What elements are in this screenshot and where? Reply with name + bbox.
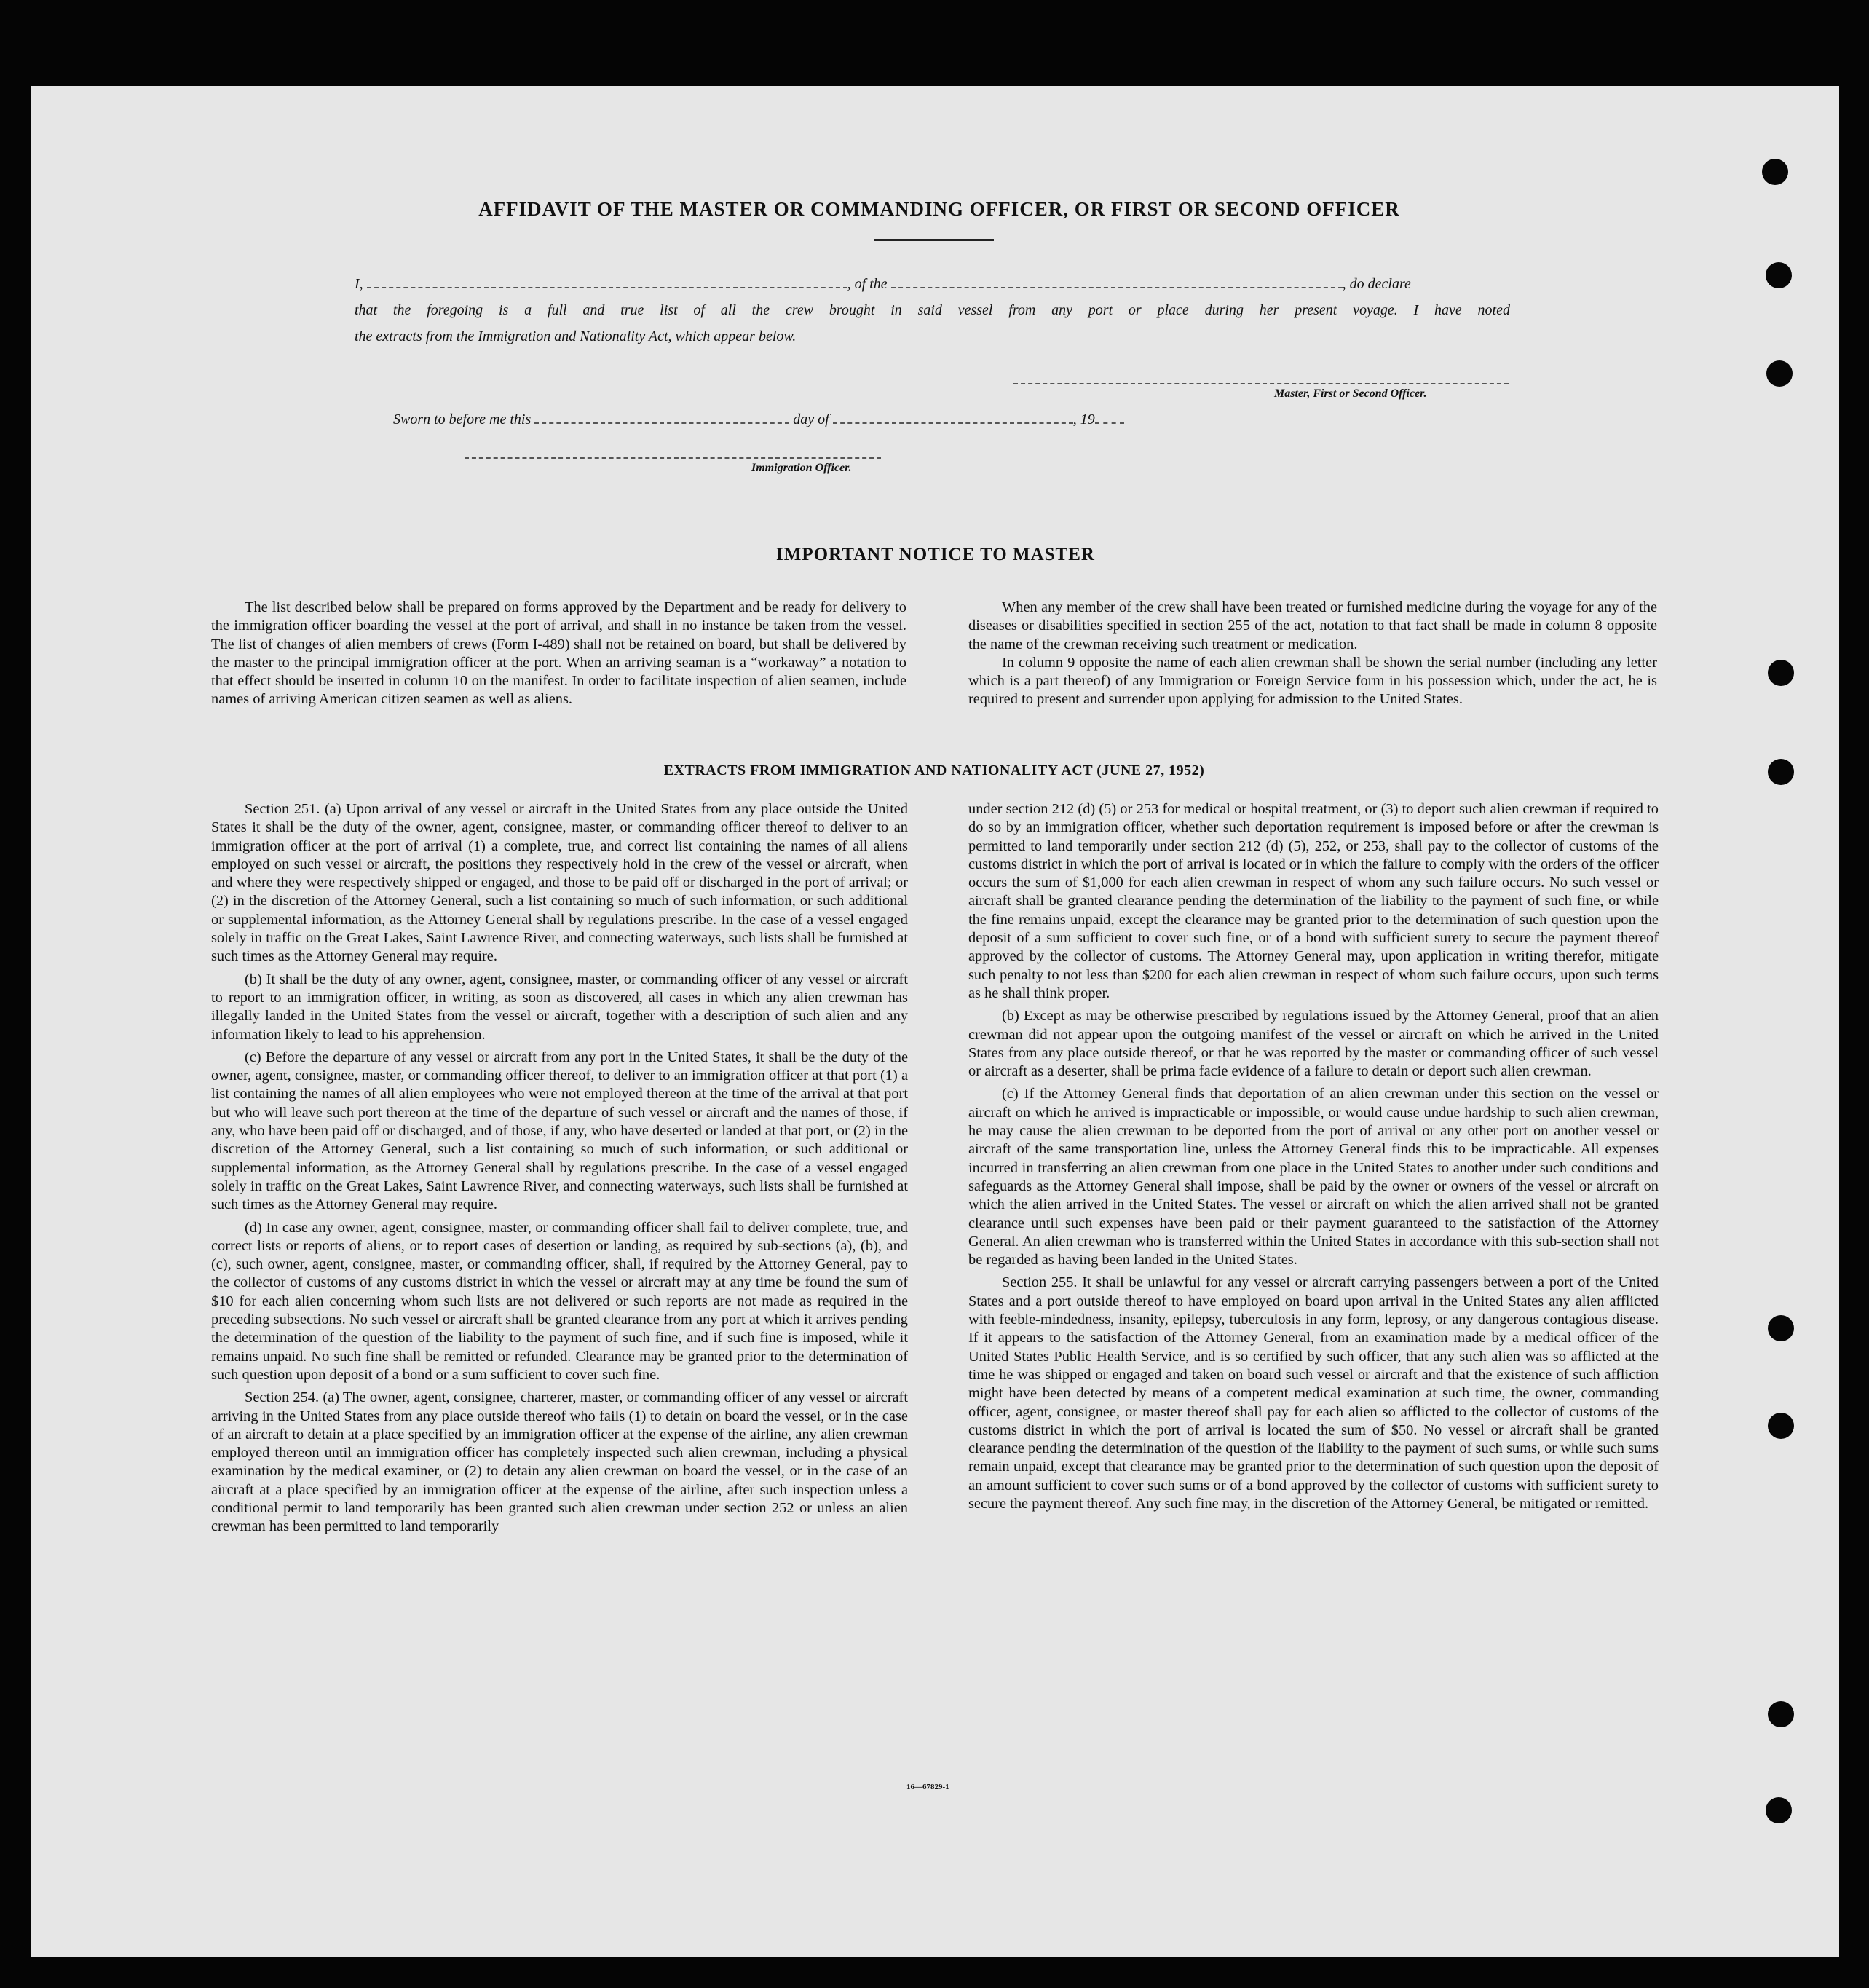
section-paragraph: Section 255. It shall be unlawful for any vessel or aircraft carrying passengers between a port of the United States and a port outside thereof to have employed on board upon arrival in the United States any alien afflicted with feeble-mindedness, insanity, epilepsy, tuberculosis in any form, leprosy, or any dangerous contagious disease. If it appears to the satisfaction of the Attorney General, from an examination made by a medical officer of the United States Public Health Service, and is so certified by such officer, that any such alien was so afflicted at the time he was shipped or engaged and taken on board such vessel or aircraft and that the existence of such affliction might have been detected by means of a competent medical examination at such time, the owner, commanding officer, agent, consignee, or master thereof shall pay for each alien so afflicted to the collector of customs of the customs district in which the port of arrival is located the sum of $50. No vessel or aircraft shall be granted clearance pending the determination of the question of the liability to the payment of such sums, or while such sums remain unpaid, except that clearance may be granted prior to the determination of such question upon the deposit of an amount sufficient to cover such sums or of a bond approved by the collector of customs with sufficient surety to secure the payment thereof. Any such fine may, in the discretion of the Attorney General, be mitigated or remitted. [968, 1274, 1659, 1512]
sworn-day-of: day of [793, 411, 829, 427]
section-paragraph: (c) Before the departure of any vessel or aircraft from any port in the United States, it shall be the duty of the owner, agent, consignee, master, or commanding officer thereof, to deliver to an immigration officer at that port (1) a list containing the names of all alien employees who were not employed thereon at the time of the arrival at that port but who will leave such port thereon at the time of the departure of such vessel or aircraft and the names of those, if any, who have been paid off or discharged, and of those, if any, who have deserted or landed at that port, or (2) in the discretion of the Attorney General, such a list containing so much of such information, or such additional or supplemental information, as the Attorney General shall by regulations prescribe. In the case of a vessel engaged solely in traffic on the Great Lakes, Saint Lawrence River, and connecting waterways, such lists shall be furnished at such times as the Attorney General may require. [211, 1049, 908, 1213]
name-field[interactable] [367, 274, 847, 288]
punch-hole [1768, 1701, 1794, 1727]
decl-line-2: that the foregoing is a full and true list of all the crew brought in said vessel from any port or place during her present voyage. I have noted [355, 302, 1510, 318]
officer-signature-label: Immigration Officer. [751, 462, 852, 474]
section-paragraph: (c) If the Attorney General finds that deportation of an alien crewman under this section on the vessel or aircraft on which he arrived is impracticable or impossible, or would cause undue hardship to such alien crewman, he may cause the alien crewman to be deported from the port of arrival or any other port on another vessel or aircraft of the same transportation line, unless the Attorney General finds this to be impracticable. All expenses incurred in transferring an alien crewman from one place in the United States to another under such conditions and safeguards as the Attorney General shall impose, shall be paid by the owner or owners of the vessel or aircraft on which the alien arrived in the United States. The vessel or aircraft on which the alien arrived shall not be granted clearance until such expenses have been paid or their payment guaranteed to the satisfaction of the Attorney General. An alien crewman who is transferred within the United States in accordance with this sub-section shall not be regarded as having been landed in the United States. [968, 1086, 1659, 1269]
punch-hole [1766, 1797, 1792, 1823]
section-paragraph: Section 251. (a) Upon arrival of any vessel or aircraft in the United States from any place outside the United States it shall be the duty of the owner, agent, consignee, master, or commanding officer thereof to deliver to an immigration officer at the port of arrival (1) a complete, true, and correct list containing the names of all aliens employed on such vessel or aircraft, the positions they respectively hold in the crew of the vessel or aircraft, when and where they were respectively shipped or engaged, and those to be paid off or discharged in the port of arrival; or (2) in the discretion of the Attorney General, such a list containing so much of such information, or such additional or supplemental information, as the Attorney General shall by regulations prescribe. In the case of a vessel engaged solely in traffic on the Great Lakes, Saint Lawrence River, and connecting waterways, such lists shall be furnished at such times as the Attorney General may require. [211, 801, 908, 965]
punch-hole [1766, 262, 1792, 288]
form-number: 16—67829-1 [906, 1783, 949, 1791]
sworn-month-field[interactable] [833, 409, 1073, 424]
notice-right-column [968, 599, 1657, 714]
extracts-right-column [968, 800, 1659, 1518]
decl-do-declare: , do declare [1342, 276, 1411, 292]
decl-of-the: , of the [847, 276, 888, 292]
punch-hole [1766, 360, 1793, 387]
punch-hole [1768, 660, 1794, 686]
sworn-year-prefix: , 19 [1072, 411, 1095, 427]
master-signature-line[interactable] [1013, 383, 1509, 384]
punch-hole [1768, 759, 1794, 785]
notice-left-column [211, 599, 906, 714]
master-signature-label: Master, First or Second Officer. [1274, 387, 1427, 400]
section-paragraph: (d) In case any owner, agent, consignee, master, or commanding officer shall fail to deliver complete, true, and correct lists or reports of aliens, or to report cases of desertion or landing, as required by sub-sections (a), (b), and (c), such owner, agent, consignee, master, or commanding officer, shall, if required by the Attorney General, pay to the collector of customs of any customs district in which the vessel or aircraft may at any time be found the sum of $10 for each alien concerning whom such lists are not delivered or such reports are not made as required in the preceding subsections. No such vessel or aircraft shall be granted clearance from any port at which it arrives pending the determination of the question of the liability to the payment of such fine, and if such fine is imposed, while it remains unpaid. No such fine shall be remitted or refunded. Clearance may be granted prior to the determination of such question upon deposit of a bond or a sum sufficient to cover such fine. [211, 1219, 908, 1383]
section-paragraph: Section 254. (a) The owner, agent, consignee, charterer, master, or commanding officer of any vessel or aircraft arriving in the United States from any place outside thereof who fails (1) to detain on board the vessel, or in the case of an aircraft to detain at a place specified by an immigration officer at the expense of the airline, any alien crewman employed thereon until an immigration officer has completely inspected such alien crewman, including a physical examination by the medical examiner, or (2) to detain any alien crewman on board the vessel, or in the case of an aircraft at a place specified by an immigration officer at the expense of the airline, after such inspection unless a conditional permit to land temporarily has been granted such alien crewman under section 252 or unless an alien crewman has been permitted to land temporarily [211, 1389, 908, 1535]
section-paragraph: (b) Except as may be otherwise prescribed by regulations issued by the Attorney General, proof that an alien crewman did not appear upon the outgoing manifest of the vessel or aircraft on which he arrived in the United States from any place outside thereof, or that he was reported by the master or commanding officer of such vessel or aircraft as a deserter, shall be prima facie evidence of a failure to detain or deport such alien crewman. [968, 1008, 1659, 1080]
officer-signature-line[interactable] [465, 457, 881, 459]
punch-hole [1762, 159, 1788, 185]
extracts-title: EXTRACTS FROM IMMIGRATION AND NATIONALITY ACT (JUNE 27, 1952) [663, 762, 1205, 778]
section-paragraph: (b) It shall be the duty of any owner, agent, consignee, master, or commanding officer of any vessel or aircraft to report to an immigration officer, in writing, as soon as discovered, all cases in which any alien crewman has illegally landed in the United States from the vessel or aircraft, together with a description of such alien and any information likely to lead to his apprehension. [211, 971, 908, 1043]
notice-paragraph: The list described below shall be prepared on forms approved by the Department and be ready for delivery to the immigration officer boarding the vessel at the port of arrival, and shall in no instance be taken from the vessel. The list of changes of alien members of crews (Form I-489) shall not be retained on board, but shall be delivered by the master to the principal immigration officer at the port. When an arriving seaman is a “workaway” a notation to that effect should be inserted in column 10 on the manifest. In order to facilitate inspection of alien seamen, include names of arriving American citizen seamen as well as aliens. [211, 599, 906, 708]
section-paragraph: under section 212 (d) (5) or 253 for medical or hospital treatment, or (3) to deport such alien crewman if required to do so by an immigration officer, whether such deportation requirement is imposed before or after the crewman is permitted to land temporarily under section 212 (d) (5), 252, or 253, shall pay to the collector of customs of the customs district in which the port of arrival is located or in which the failure to comply with the orders of the officer occurs the sum of $1,000 for each alien crewman in respect of whom any such failure occurs. No such vessel or aircraft shall be granted clearance pending the determination of the liability to the payment of such fine, or while the fine remains unpaid, except the clearance may be granted prior to the determination of such question upon the deposit of a sum sufficient to cover such fine, or of a bond with sufficient surety to secure the payment thereof approved by the collector of customs. The Attorney General may, upon application in writing therefor, mitigate such penalty to not less than $200 for each alien crewman in respect of whom such failure occurs, upon such terms as he shall think proper. [968, 801, 1659, 1001]
extracts-left-column [211, 800, 908, 1541]
sworn-day-field[interactable] [534, 409, 789, 424]
affidavit-title: AFFIDAVIT OF THE MASTER OR COMMANDING OFFICER, OR FIRST OR SECOND OFFICER [478, 198, 1400, 220]
declaration [355, 271, 1510, 350]
decl-line-3: the extracts from the Immigration and Nationality Act, which appear below. [355, 328, 797, 344]
decl-i: I, [355, 276, 363, 292]
notice-title: IMPORTANT NOTICE TO MASTER [776, 545, 1095, 564]
sworn-text: Sworn to before me this [393, 411, 532, 427]
title-rule [874, 239, 994, 241]
punch-hole [1768, 1413, 1794, 1439]
punch-hole [1768, 1315, 1794, 1341]
sworn-year-field[interactable] [1095, 409, 1124, 424]
vessel-field[interactable] [891, 274, 1343, 288]
notice-paragraph: In column 9 opposite the name of each alien crewman shall be shown the serial number (including any letter which is a part thereof) of any Immigration or Foreign Service form in his possession which, under the act, he is required to present and surrender upon applying for admission to the United States. [968, 654, 1657, 708]
sworn-line [393, 409, 1124, 428]
notice-paragraph: When any member of the crew shall have been treated or furnished medicine during the voyage for any of the diseases or disabilities specified in section 255 of the act, notation to that fact shall be made in column 8 opposite the name of the crewman receiving such treatment or medication. [968, 599, 1657, 652]
